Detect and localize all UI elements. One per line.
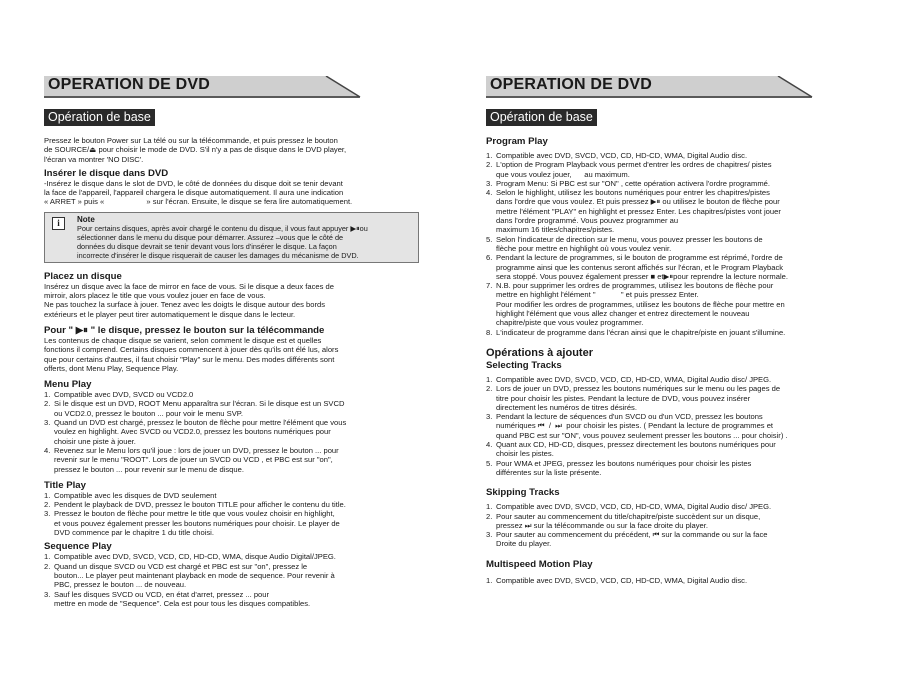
list-item: 1. Compatible avec DVD, SVCD, VCD, CD, HD-CD, WMA, disque Audio Digital/JPEG. [44, 552, 336, 562]
skipping-tracks-list [486, 502, 858, 548]
intro-text: Pressez le bouton Power sur La télé ou sur la télécommande, et puis pressez le bouton de SOURCE/⏏ pour choisir le mode de DVD. S'il n'y a pas de disque dans le DVD player, l'écran va montrer 'NO DISC'. [44, 136, 347, 164]
list-item: 2. Pendent le playback de DVD, pressez le bouton TITLE pour afficher le contenu du title. [44, 500, 346, 510]
list-item: 3. Quand un DVD est chargé, pressez le bouton de flèche pour mettre l'élément que vous voulez en highlight. Avec SVCD ou VCD2.0, pressez les boutons numériques pour choisir une piste à jouer. [44, 418, 347, 446]
additional-operations-title: Opérations à ajouter [486, 346, 593, 359]
list-item: 3. Pressez le bouton de flèche pour mettre le title que vous voulez choisir en highlight, et vous pouvez également presser les boutons numériques pour choisir. Le player de DVD commence par le chapitre 1 du title choisi. [44, 509, 340, 538]
insert-disc-title: Insérer le disque dans DVD [44, 167, 169, 179]
title-play-list [44, 491, 419, 537]
list-item: 2. L'option de Program Playback vous permet d'entrer les ordres de chapitres/ pistes que vous voulez jouer, au maximum. [486, 160, 772, 179]
selecting-tracks-title: Selecting Tracks [486, 359, 562, 371]
list-item: 4. Quant aux CD, HD-CD, disques, pressez directement les boutons numériques pour choisir les pistes. [486, 440, 776, 459]
right-page-header [486, 76, 858, 96]
play-disc-title: Pour " ▶⏸ " le disque, pressez le bouton sur la télécommande [44, 324, 325, 336]
list-item: 1. Compatible avec DVD, SVCD, VCD, CD, HD-CD, WMA, Digital Audio disc/ JPEG. [486, 502, 772, 512]
sequence-play-list [44, 552, 419, 608]
menu-play-title: Menu Play [44, 379, 92, 391]
list-item: 1. Compatible avec les disques de DVD seulement [44, 490, 217, 500]
list-item: 2. Lors de jouer un DVD, pressez les boutons numériques sur le menu ou les pages de titre pour choisir les pistes. Pendant la lecture de DVD, vous pouvez insérer directement les numéros de titres désirés. [486, 384, 781, 412]
list-item: 5. Pour WMA et JPEG, pressez les boutons numériques pour choisir les pistes différentes sur la liste présente. [486, 458, 752, 477]
info-icon: i [52, 217, 65, 230]
list-item: 2. Pour sauter au commencement du title/chapitre/piste succèdent sur un disque, pressez ⏭ sur la télécommande ou sur la face droite du player. [486, 511, 761, 530]
left-header-title: OPERATION DE DVD [48, 76, 211, 93]
list-item: 2. Si le disque est un DVD, ROOT Menu apparaîtra sur l'écran. Si le disque est un SVCD ou VCD2.0, pressez le bouton ... pour voir le menu SVP. [44, 399, 345, 418]
list-item: 3. Program Menu: Si PBC est sur "ON" , cette opération activera l'ordre programmé. [486, 178, 770, 188]
list-item: 2. Quand un disque SVCD ou VCD est chargé et PBC est sur "on", pressez le bouton... Le player peut maintenant playback en mode de sequence. Pour revenir à PBC, pressez le bouton ... de nouveau. [44, 561, 335, 590]
list-item: 1. Compatible avec DVD, SVCD, VCD, CD, HD-CD, WMA, Digital Audio disc. [486, 151, 748, 160]
menu-play-list [44, 390, 419, 474]
list-item: 5. Selon l'indicateur de direction sur le menu, vous pouvez presser les boutons de flèche pour mettre en highlight où vous voulez venir. [486, 234, 763, 253]
title-play-title: Title Play [44, 479, 86, 491]
list-item: 4. Selon le highlight, utilisez les boutons numériques pour entrer les chapitres/pistes dans l'ordre que vous voulez. Et puis pressez ▶⏸ ou utilisez le bouton de flèche pour mettre l'élément "PLAY" en highlight et pressez Enter. Les chapitres/pistes vont jouer dans l'ordre programmé. Vous pouvez programmer au maximum 16 titles/chapitres/pistes. [486, 188, 781, 235]
multispeed-motion-list [486, 576, 858, 585]
list-item: 3. Pour sauter au commencement du précédent, ⏮ sur la commande ou sur la face Droite du player. [486, 530, 768, 549]
list-item: 7. N.B. pour supprimer les ordres de programmes, utilisez les boutons de flèche pour mettre en highlight l'élément " " et puis pressez Enter. Pour modifier les ordres de programmes, utilisez les boutons de flèche pour mettre en highlight l'élément que vous allez changer et entrez directement le nouveau chapitre/piste que vous voulez programmer. [486, 281, 785, 328]
note-text: Pour certains disques, après avoir chargé le contenu du disque, il vous faut appuyer ▶⏸ou sélectionner dans le menu du disque pour démarrer. Assurez –vous que le côté de données du disque devrait se tenir devant vous lors d'insérer le disque. La façon incorrecte d'insérer le disque risquerait de causer les damages du mécanisme de DVD. [77, 223, 368, 260]
list-item: 6. Pendant la lecture de programmes, si le bouton de programme est réprimé, l'ordre de programme ainsi que les contenus seront affichés sur l'écran, et le Program Playback sera stoppé. Vous pouvez également presser ■ et▶⏸pour reprendre la lecture normale. [486, 253, 788, 281]
left-page [44, 76, 419, 608]
place-disc-title: Placez un disque [44, 270, 122, 282]
right-page [486, 76, 858, 585]
list-item: 4. Revenez sur le Menu lors qu'il joue : lors de jouer un DVD, pressez le bouton ... pour revenir sur le menu "ROOT". Lors de jouer un SVCD ou VCD , et PBC est sur "on", pressez le bouton ... pour revenir sur le menu de disque. [44, 445, 339, 474]
left-section-title: Opération de base [44, 109, 155, 126]
list-item: 1. Compatible avec DVD, SVCD ou VCD2.0 [44, 390, 194, 400]
program-play-list [486, 151, 858, 337]
right-section-title: Opération de base [486, 109, 597, 126]
note-box [44, 212, 419, 263]
list-item: 1. Compatible avec DVD, SVCD, VCD, CD, HD-CD, WMA, Digital Audio disc/ JPEG. [486, 374, 772, 384]
note-title: Note [77, 214, 95, 224]
list-item: 3. Sauf les disques SVCD ou VCD, en état d'arret, pressez ... pour mettre en mode de "Sequence". Cela est pour tous les disques compatibles. [44, 589, 311, 608]
sequence-play-title: Sequence Play [44, 541, 112, 553]
multispeed-motion-title: Multispeed Motion Play [486, 558, 593, 570]
right-header-title: OPERATION DE DVD [490, 76, 653, 93]
list-item: 1. Compatible avec DVD, SVCD, VCD, CD, HD-CD, WMA, Digital Audio disc. [486, 575, 748, 585]
place-disc-text: Insérez un disque avec la face de mirror en face de vous. Si le disque a deux faces de mirroir, alors placez le title que vous voulez jouer en face de vous. Ne pas touchez la surface à jouer. Tenez avec les doigts le disque autour des bords extérieurs et le player peut tirer automatiquement le disque dans le lecteur. [44, 281, 334, 319]
selecting-tracks-list [486, 375, 858, 477]
list-item: 8. L'indicateur de programme dans l'écran ainsi que le chapitre/piste en jouant s'illumine. [486, 327, 786, 337]
play-disc-text: Les contenus de chaque disque se varient, selon comment le disque est et quelles fonctions il comprend. Certains disques commencent à jouer dès qu'ils ont élé lus, alors que pour certains d'autres, il faut choisir "Play" sur le menu. Des modes différents sont offerts, dont Menu Play, Sequence Play. [44, 335, 339, 373]
skipping-tracks-title: Skipping Tracks [486, 487, 560, 499]
program-play-title: Program Play [486, 136, 548, 147]
left-page-header [44, 76, 419, 96]
insert-disc-text: -Insérez le disque dans le slot de DVD, le côté de données du disque doit se tenir devant la face de l'appareil, l'appareil chargera le disque automatiquement. Il aura une indication « ARRET » puis « » sur l'écran. Ensuite, le disque se fera lire automatiquement. [44, 178, 353, 207]
list-item: 3. Pendant la lecture de séquences d'un SVCD ou d'un VCD, pressez les boutons numériques ⏮ / ⏭ pour choisir les pistes. ( Pendant la lecture de programmes et quand PBC est sur "ON", vous pouvez seulement presser les boutons ... pour choisir) . [486, 412, 788, 440]
